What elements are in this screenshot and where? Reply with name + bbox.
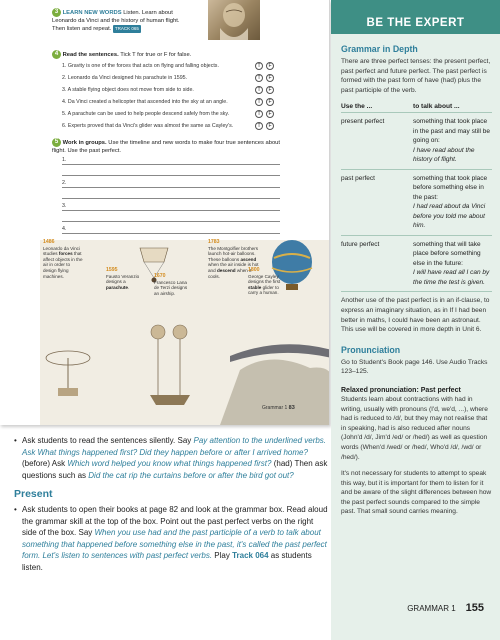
exercise-text: Listen. Learn about	[123, 10, 173, 17]
be-the-expert-sidebar	[331, 0, 500, 640]
timeline-text: glider to carry a human.	[248, 284, 279, 296]
tf-choice[interactable]	[255, 62, 277, 70]
grammar-text: There are three perfect tenses: the present perfect, past perfect and future perfect. The past perfect is formed with the past form of have (had) plus the past participle of the verb.	[341, 58, 491, 94]
timeline-year: 1670	[154, 273, 166, 279]
timeline-keyword: stable	[248, 284, 262, 290]
table-header-cell: to talk about ...	[413, 103, 460, 111]
tense-description: something that took place before something else in the past:	[413, 174, 488, 201]
true-option[interactable]: T	[255, 122, 263, 130]
note-teacher-speech: Did the cat rip the curtains before or after the bird got out?	[88, 470, 294, 480]
exercise-title: Work in groups.	[62, 140, 107, 147]
writing-line-3b[interactable]	[62, 214, 280, 222]
true-option[interactable]: T	[255, 62, 263, 70]
be-the-expert-banner	[331, 0, 500, 34]
tense-row	[341, 174, 492, 231]
final-text: It's not necessary for students to attempt to speak this way, but it is important for them to listen for it and be aware of the slight differences between how the past perfect sounds compared to the simple past. That small sound carries meaning.	[341, 470, 492, 516]
flight-timeline	[40, 240, 330, 425]
timeline-text: George Cayley designs the first	[248, 273, 281, 285]
tense-row	[341, 240, 492, 288]
timeline-text: Francesco Lana de Terzi designs an airship.	[154, 279, 188, 296]
tense-name: present perfect	[341, 118, 385, 126]
note-plain: as students listen.	[22, 551, 312, 572]
tense-example: I had read about da Vinci before you told me about him.	[413, 203, 486, 230]
timeline-text: .	[127, 284, 130, 290]
exercise-number: 4	[52, 50, 61, 59]
timeline-year: 1800	[248, 267, 260, 273]
table-header-cell: Use the ...	[341, 103, 373, 111]
note-bullet-2	[14, 504, 329, 574]
tense-table-header	[341, 103, 492, 113]
footer-label: GRAMMAR 1	[407, 604, 456, 613]
sentence-1: 1. Gravity is one of the forces that acts on flying and falling objects.	[62, 63, 219, 69]
note-teacher-speech: Pay attention to the underlined verbs. Ask What things happened first? Did they happen before or after I arrived home?	[22, 436, 327, 457]
timeline-entry-1670	[154, 274, 190, 296]
timeline-text: The Montgolfier brothers launch hot-air balloons. These balloons	[208, 245, 259, 262]
page-label: Grammar 1	[262, 405, 288, 411]
tense-description: something that took place in the past and may still be going on:	[413, 118, 491, 145]
tense-example: I have read about the history of flight.	[413, 146, 475, 164]
timeline-year: 1783	[208, 239, 220, 245]
timeline-keyword: descend	[216, 267, 236, 273]
writing-line-1[interactable]: 1.	[62, 157, 280, 165]
student-book-page	[0, 0, 330, 425]
sentence-4: 4. Da Vinci created a helicopter that ascended into the sky at an angle.	[62, 99, 228, 105]
present-heading: Present	[14, 488, 53, 501]
timeline-keyword: parachute	[106, 284, 128, 290]
true-option[interactable]: T	[255, 86, 263, 94]
true-option[interactable]: T	[255, 74, 263, 82]
timeline-text: Leonardo da Vinci studies	[43, 245, 80, 257]
exercise-3	[52, 8, 192, 34]
timeline-year: 1595	[106, 267, 118, 273]
exercise-text: Leonardo da Vinci and the history of human flight.	[52, 17, 180, 24]
timeline-entry-1800	[248, 268, 284, 296]
timeline-text: when the air inside is hot and	[208, 262, 259, 273]
note-plain: Play	[212, 551, 233, 561]
grammar-heading: Grammar in Depth	[341, 44, 418, 54]
student-page-footer	[262, 405, 295, 411]
timeline-text: Fausto Veranzio designs a	[106, 273, 140, 285]
note-plain: Ask students to read the sentences silently. Say	[22, 436, 194, 445]
footer-page-number: 155	[465, 602, 484, 614]
timeline-text: that affect objects in the air in order to design flying machines.	[43, 251, 83, 279]
teacher-notes	[14, 435, 329, 574]
writing-line-4[interactable]: 4.	[62, 226, 280, 234]
true-option[interactable]: T	[255, 110, 263, 118]
page-footer	[331, 602, 500, 614]
timeline-illustrations	[40, 240, 330, 425]
false-option[interactable]: F	[266, 62, 274, 70]
writing-line-3[interactable]: 3.	[62, 203, 280, 211]
true-option[interactable]: T	[255, 98, 263, 106]
note-plain: (had) Then ask questions such as	[22, 459, 328, 480]
relaxed-text: Students learn about contractions with had in writing, usually with pronouns (I'd, we'd, ...), where had is reduced to /d/, but they may not realise that in speaking, had is also reduced after nouns (John'd /d/, Jim'd /ed/ or /hed/) as well as question words (When'd /wed/ or /hed/, Who'd /d/, /wd/ or /hed/).	[341, 395, 488, 461]
closing-text: Another use of the past perfect is in an if-clause, to express an imaginary situation, as in If I had been better in maths, I could have been an astronaut. This use will be covered in more depth in Unit 6.	[341, 297, 490, 334]
note-teacher-speech: Which word helped you know what things happened first?	[67, 459, 272, 469]
banner-title: BE THE EXPERT	[366, 17, 465, 29]
false-option[interactable]: F	[266, 110, 274, 118]
exercise-5	[52, 138, 292, 155]
timeline-text: when it cools.	[208, 267, 252, 279]
exercise-text: Then listen and repeat.	[52, 26, 112, 33]
note-teacher-speech: When you use had and the past participle of a verb to talk about something that happened before something else in the past, it's called the past perfect form. Let's listen to sentences with past perfect verbs.	[22, 528, 327, 561]
tense-description: something that will take place before something else in the future:	[413, 240, 481, 267]
writing-line-2[interactable]: 2.	[62, 180, 280, 188]
tense-name: past perfect	[341, 174, 375, 182]
note-plain: Ask students to open their books at page 82 and look at the grammar box. Read aloud the grammar skill at the top of the box. Point out the past perfect verbs on the right side of the box. Say	[22, 504, 328, 538]
timeline-entry-1486	[43, 240, 83, 279]
tense-example: I will have read all I can by the time the test is given.	[413, 269, 490, 286]
exercise-4	[52, 50, 191, 59]
writing-line-1b[interactable]	[62, 168, 280, 176]
note-plain: (before) Ask	[22, 459, 68, 469]
tense-name: future perfect	[341, 240, 380, 248]
false-option[interactable]: F	[266, 122, 274, 130]
tf-choice[interactable]	[255, 110, 277, 118]
sentence-2: 2. Leonardo da Vinci designed his parachute in 1595.	[62, 75, 188, 81]
timeline-keyword: forces	[58, 251, 73, 257]
tense-row	[341, 117, 492, 165]
timeline-entry-1595	[106, 268, 140, 290]
note-text	[22, 504, 329, 574]
exercise-text: Use the timeline and new words to make four true sentences about flight. Use the past perfect.	[52, 140, 281, 154]
exercise-text: Tick T for true or F for false.	[120, 52, 192, 59]
sentence-3: 3. A stable flying object does not move from side to side.	[62, 87, 194, 93]
relaxed-heading: Relaxed pronunciation: Past perfect	[341, 386, 461, 394]
exercise-number: 5	[52, 138, 61, 147]
pronunciation-heading: Pronunciation	[341, 344, 401, 355]
sentence-6: 6. Experts proved that da Vinci's glider was almost the same as Cayley's.	[62, 123, 234, 129]
tf-choice[interactable]	[255, 86, 277, 94]
note-text	[22, 435, 329, 481]
page-number: 83	[288, 405, 295, 411]
bullet-icon: •	[14, 436, 17, 445]
exercise-title: Read the sentences.	[62, 52, 119, 59]
bullet-icon: •	[14, 504, 17, 514]
timeline-year: 1486	[43, 239, 55, 245]
da-vinci-portrait	[208, 0, 260, 40]
false-option[interactable]: F	[266, 98, 274, 106]
track-reference: Track 064	[232, 551, 269, 561]
exercise-title: LEARN NEW WORDS	[62, 10, 122, 17]
note-bullet-1	[14, 435, 329, 481]
sentence-5: 5. A parachute can be used to help people descend safely from the sky.	[62, 111, 230, 117]
exercise-number: 3	[52, 8, 61, 17]
pronunciation-text: Go to Student's Book page 146. Use Audio Tracks 123–125.	[341, 358, 488, 376]
writing-line-2b[interactable]	[62, 191, 280, 199]
tf-choice[interactable]	[255, 98, 277, 106]
false-option[interactable]: F	[266, 74, 274, 82]
audio-track-tag: TRACK 065	[114, 26, 139, 32]
tf-choice[interactable]	[255, 74, 277, 82]
tf-choice[interactable]	[255, 122, 277, 130]
timeline-keyword: ascend	[240, 256, 257, 262]
portrait-sketch	[208, 0, 260, 40]
false-option[interactable]: F	[266, 86, 274, 94]
